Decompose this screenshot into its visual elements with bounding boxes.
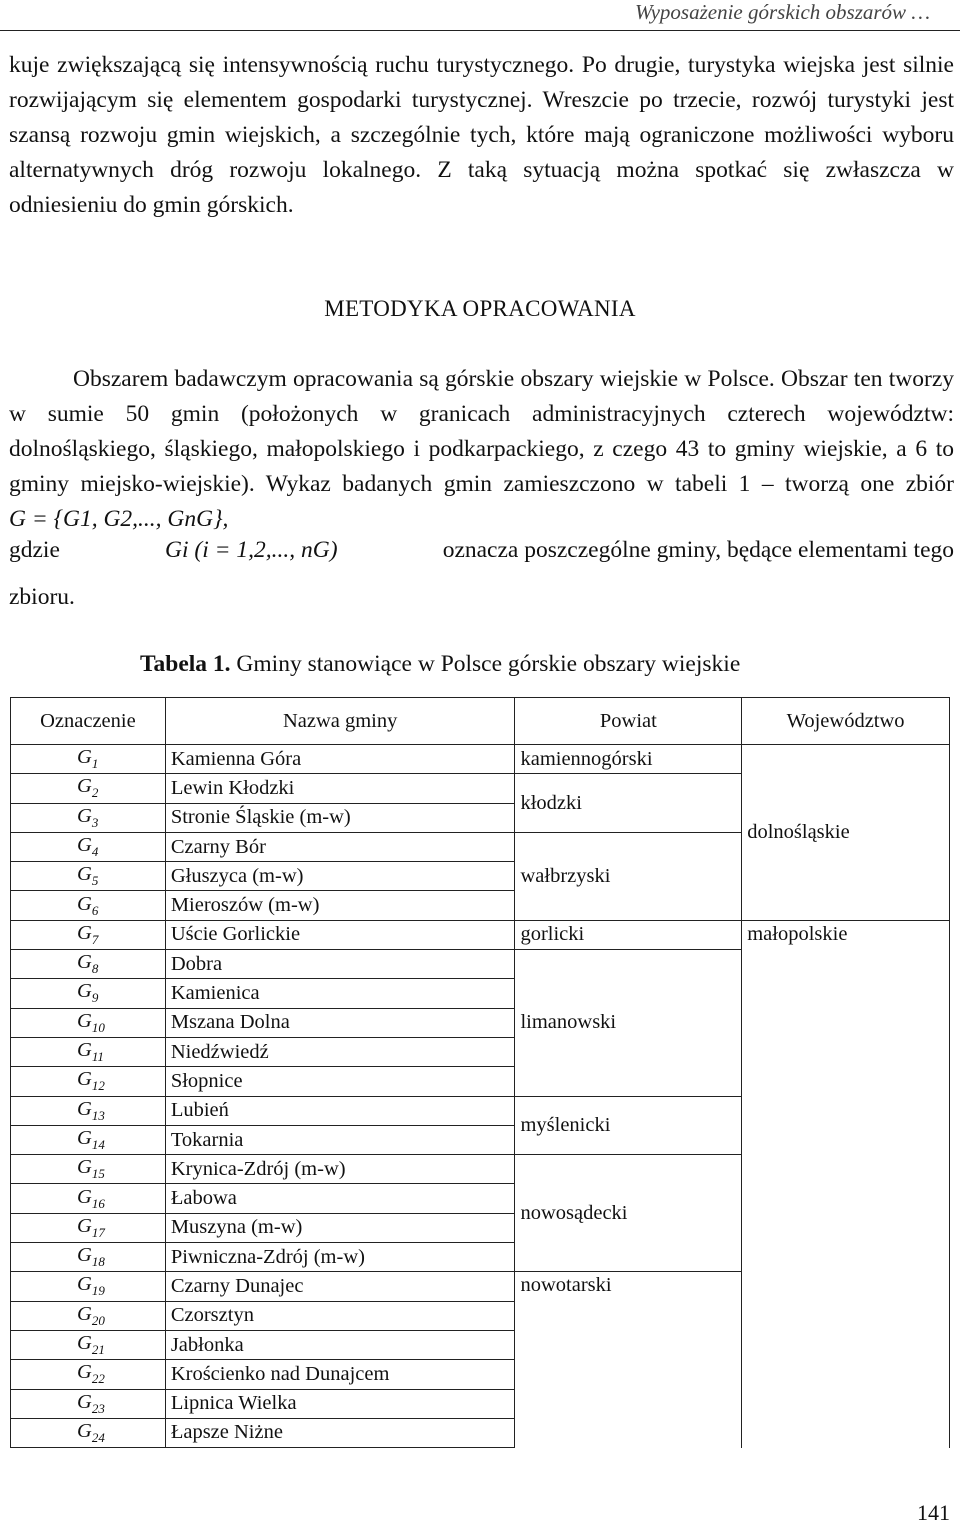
wojewodztwo-cell: małopolskie [742, 920, 950, 1447]
page-number: 141 [917, 1500, 950, 1525]
name-cell: Uście Gorlickie [165, 920, 515, 949]
powiat-cell: nowotarski [515, 1272, 742, 1448]
name-cell: Piwniczna-Zdrój (m-w) [165, 1243, 515, 1272]
name-cell: Czarny Bór [165, 832, 515, 861]
symbol-cell: $G_2$ [11, 774, 166, 803]
name-cell: Czarny Dunajec [165, 1272, 515, 1301]
name-cell: Tokarnia [165, 1125, 515, 1154]
powiat-cell: limanowski [515, 950, 742, 1096]
paragraph-methodology [9, 362, 954, 537]
name-cell: Słopnice [165, 1067, 515, 1096]
powiat-cell: kłodzki [515, 774, 742, 833]
symbol-cell: $G_{18}$ [11, 1243, 166, 1272]
table-header-row [11, 698, 950, 745]
symbol-cell: $G_{12}$ [11, 1067, 166, 1096]
powiat-cell: nowosądecki [515, 1155, 742, 1272]
powiat-cell: gorlicki [515, 920, 742, 949]
symbol-cell: $G_6$ [11, 891, 166, 920]
name-cell: Muszyna (m-w) [165, 1213, 515, 1242]
symbol-cell: $G_{16}$ [11, 1184, 166, 1213]
symbol-cell: $G_1$ [11, 745, 166, 774]
communes-table [10, 697, 950, 1448]
name-cell: Lipnica Wielka [165, 1389, 515, 1418]
paragraph-end: zbioru. [9, 584, 75, 610]
name-cell: Niedźwiedź [165, 1037, 515, 1066]
paragraph-intro: kuje zwiększającą się intensywnością ruchu turystycznego. Po drugie, turystyka wiejska jest silnie rozwijającym się elementem gospodarki turystycznej. Wreszcie po trzecie, rozwój turystyki jest szansą rozwoju gmin wiejskich, a szczególnie tych, które mają ograniczone możliwości wyboru alternatywnych dróg rozwoju lokalnego. Z taką sytuacją można spotkać się zwłaszcza w odniesieniu do gmin górskich. [9, 52, 954, 218]
name-cell: Kamienica [165, 979, 515, 1008]
name-cell: Lubień [165, 1096, 515, 1125]
name-cell: Stronie Śląskie (m-w) [165, 803, 515, 832]
running-title: Wyposażenie górskich obszarów … [635, 0, 930, 24]
symbol-cell: $G_{23}$ [11, 1389, 166, 1418]
table-row [11, 745, 950, 774]
set-formula: G = {G1, G2,..., GnG}, [9, 506, 229, 532]
symbol-cell: $G_{11}$ [11, 1037, 166, 1066]
name-cell: Mszana Dolna [165, 1008, 515, 1037]
wojewodztwo-cell: dolnośląskie [742, 745, 950, 921]
symbol-cell: $G_9$ [11, 979, 166, 1008]
symbol-cell: $G_{24}$ [11, 1418, 166, 1447]
symbol-cell: $G_{14}$ [11, 1125, 166, 1154]
name-cell: Głuszyca (m-w) [165, 862, 515, 891]
powiat-cell: myślenicki [515, 1096, 742, 1155]
paragraph-methodology-line [9, 537, 954, 564]
table-caption [140, 651, 740, 678]
symbol-cell: $G_4$ [11, 832, 166, 861]
table-caption-text: Gminy stanowiące w Polsce górskie obszary wiejskie [236, 651, 741, 677]
header-powiat: Powiat [515, 698, 742, 745]
name-cell: Łapsze Niżne [165, 1418, 515, 1447]
name-cell: Lewin Kłodzki [165, 774, 515, 803]
symbol-cell: $G_{10}$ [11, 1008, 166, 1037]
symbol-cell: $G_{21}$ [11, 1330, 166, 1359]
symbol-cell: $G_3$ [11, 803, 166, 832]
symbol-cell: $G_5$ [11, 862, 166, 891]
header-nazwa-gminy: Nazwa gminy [165, 698, 515, 745]
symbol-cell: $G_{13}$ [11, 1096, 166, 1125]
symbol-cell: $G_{15}$ [11, 1155, 166, 1184]
name-cell: Krynica-Zdrój (m-w) [165, 1155, 515, 1184]
element-formula: Gi (i = 1,2,..., nG) [165, 537, 338, 563]
name-cell: Łabowa [165, 1184, 515, 1213]
symbol-cell: $G_{22}$ [11, 1360, 166, 1389]
name-cell: Czorsztyn [165, 1301, 515, 1330]
paragraph-methodology-text: Obszarem badawczym opracowania są górskie obszary wiejskie w Polsce. Obszar ten tworzy w sumie 50 gmin (położonych w granicach administracyjnych czterech województw: dolnośląskiego, śląskiego, małopolskiego i podkarpackiego, z czego 43 to gminy wiejskie, a 6 to gminy miejsko-wiejskie). Wykaz badanych gmin zamieszczono w tabeli 1 – tworzą one zbiór [9, 366, 954, 497]
line-prefix: gdzie [9, 537, 60, 563]
symbol-cell: $G_{20}$ [11, 1301, 166, 1330]
name-cell: Krościenko nad Dunajcem [165, 1360, 515, 1389]
powiat-cell: wałbrzyski [515, 832, 742, 920]
running-header [0, 0, 960, 31]
name-cell: Kamienna Góra [165, 745, 515, 774]
name-cell: Jabłonka [165, 1330, 515, 1359]
header-oznaczenie: Oznaczenie [11, 698, 166, 745]
name-cell: Mieroszów (m-w) [165, 891, 515, 920]
symbol-cell: $G_7$ [11, 920, 166, 949]
table-caption-label: Tabela 1. [140, 651, 231, 677]
symbol-cell: $G_8$ [11, 950, 166, 979]
name-cell: Dobra [165, 950, 515, 979]
powiat-cell: kamiennogórski [515, 745, 742, 774]
symbol-cell: $G_{17}$ [11, 1213, 166, 1242]
table-row [11, 920, 950, 949]
line-suffix: oznacza poszczególne gminy, będące elementami tego [442, 537, 954, 563]
header-wojewodztwo: Województwo [742, 698, 950, 745]
section-heading: METODYKA OPRACOWANIA [324, 296, 636, 321]
symbol-cell: $G_{19}$ [11, 1272, 166, 1301]
